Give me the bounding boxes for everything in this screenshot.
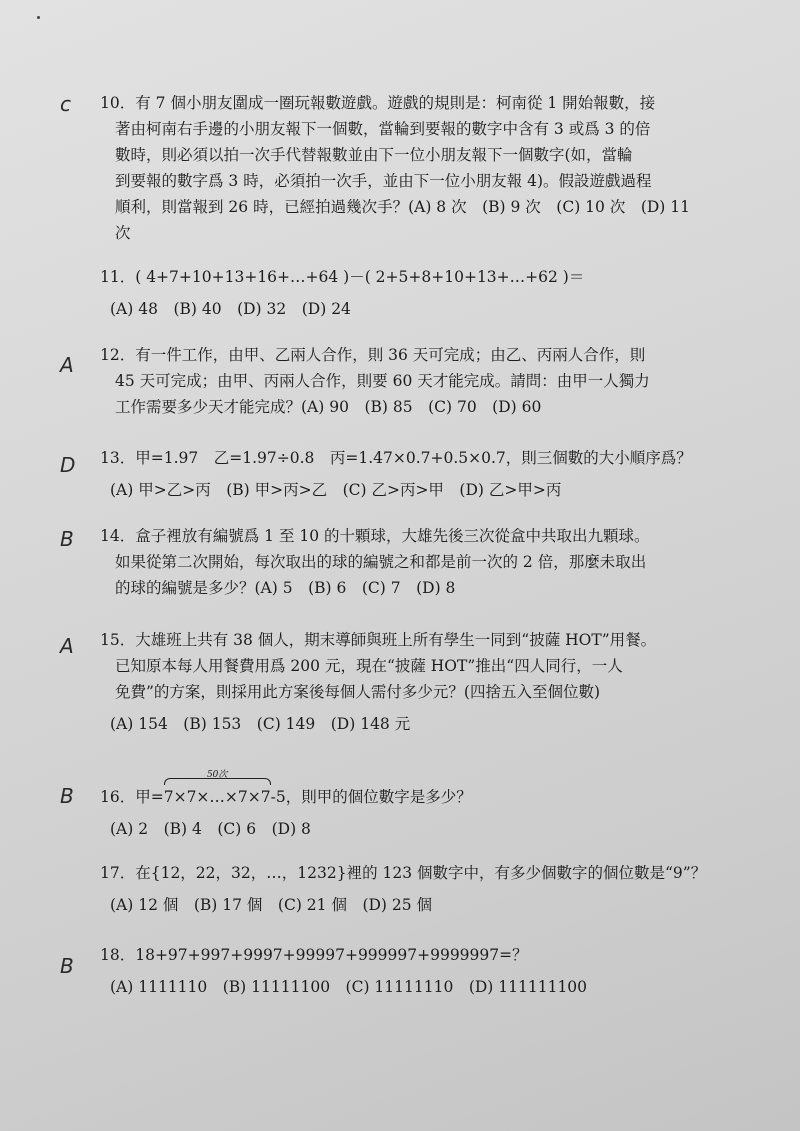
paper-speck (37, 16, 40, 19)
answer-mark-q15: A (60, 634, 74, 658)
product-expression: 7×7×…×7×7 (163, 788, 271, 806)
question-14-line: 的球的編號是多少？(A) 5 (B) 6 (C) 7 (D) 8 (115, 579, 456, 597)
question-15-line: 已知原本每人用餐費用爲 200 元，現在“披薩 HOT”推出“四人同行，一人 (115, 657, 623, 675)
question-13-options: (A) 甲>乙>丙 (B) 甲>丙>乙 (C) 乙>丙>甲 (D) 乙>甲>丙 (110, 481, 562, 499)
repeated-product (163, 770, 271, 810)
question-12-line: 12．有一件工作，由甲、乙兩人合作，則 36 天可完成；由乙、丙兩人合作，則 (100, 346, 646, 364)
question-15-options: (A) 154 (B) 153 (C) 149 (D) 148 元 (110, 715, 411, 733)
answer-mark-q14: B (60, 527, 74, 551)
question-10-line: 著由柯南右手邊的小朋友報下一個數，當輪到要報的數字中含有 3 或爲 3 的倍 (115, 120, 651, 138)
answer-mark-q10: c (60, 92, 71, 116)
question-10-line: 順利，則當報到 26 時，已經拍過幾次手？(A) 8 次 (B) 9 次 (C) 10 次 (D) 11 (115, 198, 690, 216)
question-14 (100, 523, 700, 601)
question-12 (100, 342, 700, 420)
question-15-line: 15．大雄班上共有 38 個人，期末導師與班上所有學生一同到“披薩 HOT”用餐。 (100, 631, 657, 649)
question-13-line: 13．甲=1.97 乙=1.97÷0.8 丙=1.47×0.7+0.5×0.7，則三個數的大小順序爲？ (100, 449, 692, 467)
brace-label: 50次 (206, 770, 228, 780)
answer-mark-q18: B (60, 954, 74, 978)
question-17-options: (A) 12 個 (B) 17 個 (C) 21 個 (D) 25 個 (110, 896, 433, 914)
question-11-options: (A) 48 (B) 40 (D) 32 (D) 24 (110, 300, 351, 318)
question-14-line: 14．盒子裡放有編號爲 1 至 10 的十顆球，大雄先後三次從盒中共取出九顆球。 (100, 527, 650, 545)
question-17-line: 17．在{12，22，32，…，1232}裡的 123 個數字中，有多少個數字的個位數是“9”？ (100, 864, 707, 882)
question-10-line: 10．有 7 個小朋友圍成一圈玩報數遊戲。遊戲的規則是：柯南從 1 開始報數，接 (100, 94, 656, 112)
question-16-prefix: 16．甲= (100, 788, 164, 806)
question-16 (100, 770, 700, 842)
question-16-line (100, 770, 700, 810)
answer-mark-q13: D (60, 453, 76, 477)
question-10-line: 數時，則必須以拍一次手代替報數並由下一位小朋友報下一個數字(如，當輪 (115, 146, 633, 164)
question-18-line: 18．18+97+997+9997+99997+999997+9999997=？ (100, 946, 528, 964)
question-10-line: 次 (115, 224, 131, 242)
answer-mark-q16: B (60, 784, 74, 808)
question-13 (100, 445, 700, 503)
question-16-suffix: -5，則甲的個位數字是多少？ (270, 788, 472, 806)
question-16-options: (A) 2 (B) 4 (C) 6 (D) 8 (110, 820, 311, 838)
question-12-line: 45 天可完成；由甲、丙兩人合作，則要 60 天才能完成。請問：由甲一人獨力 (115, 372, 650, 390)
answer-mark-q12: A (60, 353, 74, 377)
question-18-options: (A) 1111110 (B) 11111100 (C) 11111110 (D) 111111100 (110, 978, 588, 996)
question-10 (100, 90, 700, 246)
question-10-line: 到要報的數字爲 3 時，必須拍一次手，並由下一位小朋友報 4)。假設遊戲過程 (115, 172, 652, 190)
question-15 (100, 627, 700, 737)
question-17 (100, 860, 707, 918)
question-11 (100, 264, 700, 322)
question-15-line: 免費”的方案，則採用此方案後每個人需付多少元？(四捨五入至個位數) (115, 683, 601, 701)
overbrace (164, 778, 271, 785)
question-18 (100, 942, 700, 1000)
question-11-line: 11．( 4+7+10+13+16+…+64 )－( 2+5+8+10+13+…+62 )＝ (100, 268, 585, 286)
question-14-line: 如果從第二次開始，每次取出的球的編號之和都是前一次的 2 倍，那麼未取出 (115, 553, 647, 571)
question-12-line: 工作需要多少天才能完成？(A) 90 (B) 85 (C) 70 (D) 60 (115, 398, 542, 416)
